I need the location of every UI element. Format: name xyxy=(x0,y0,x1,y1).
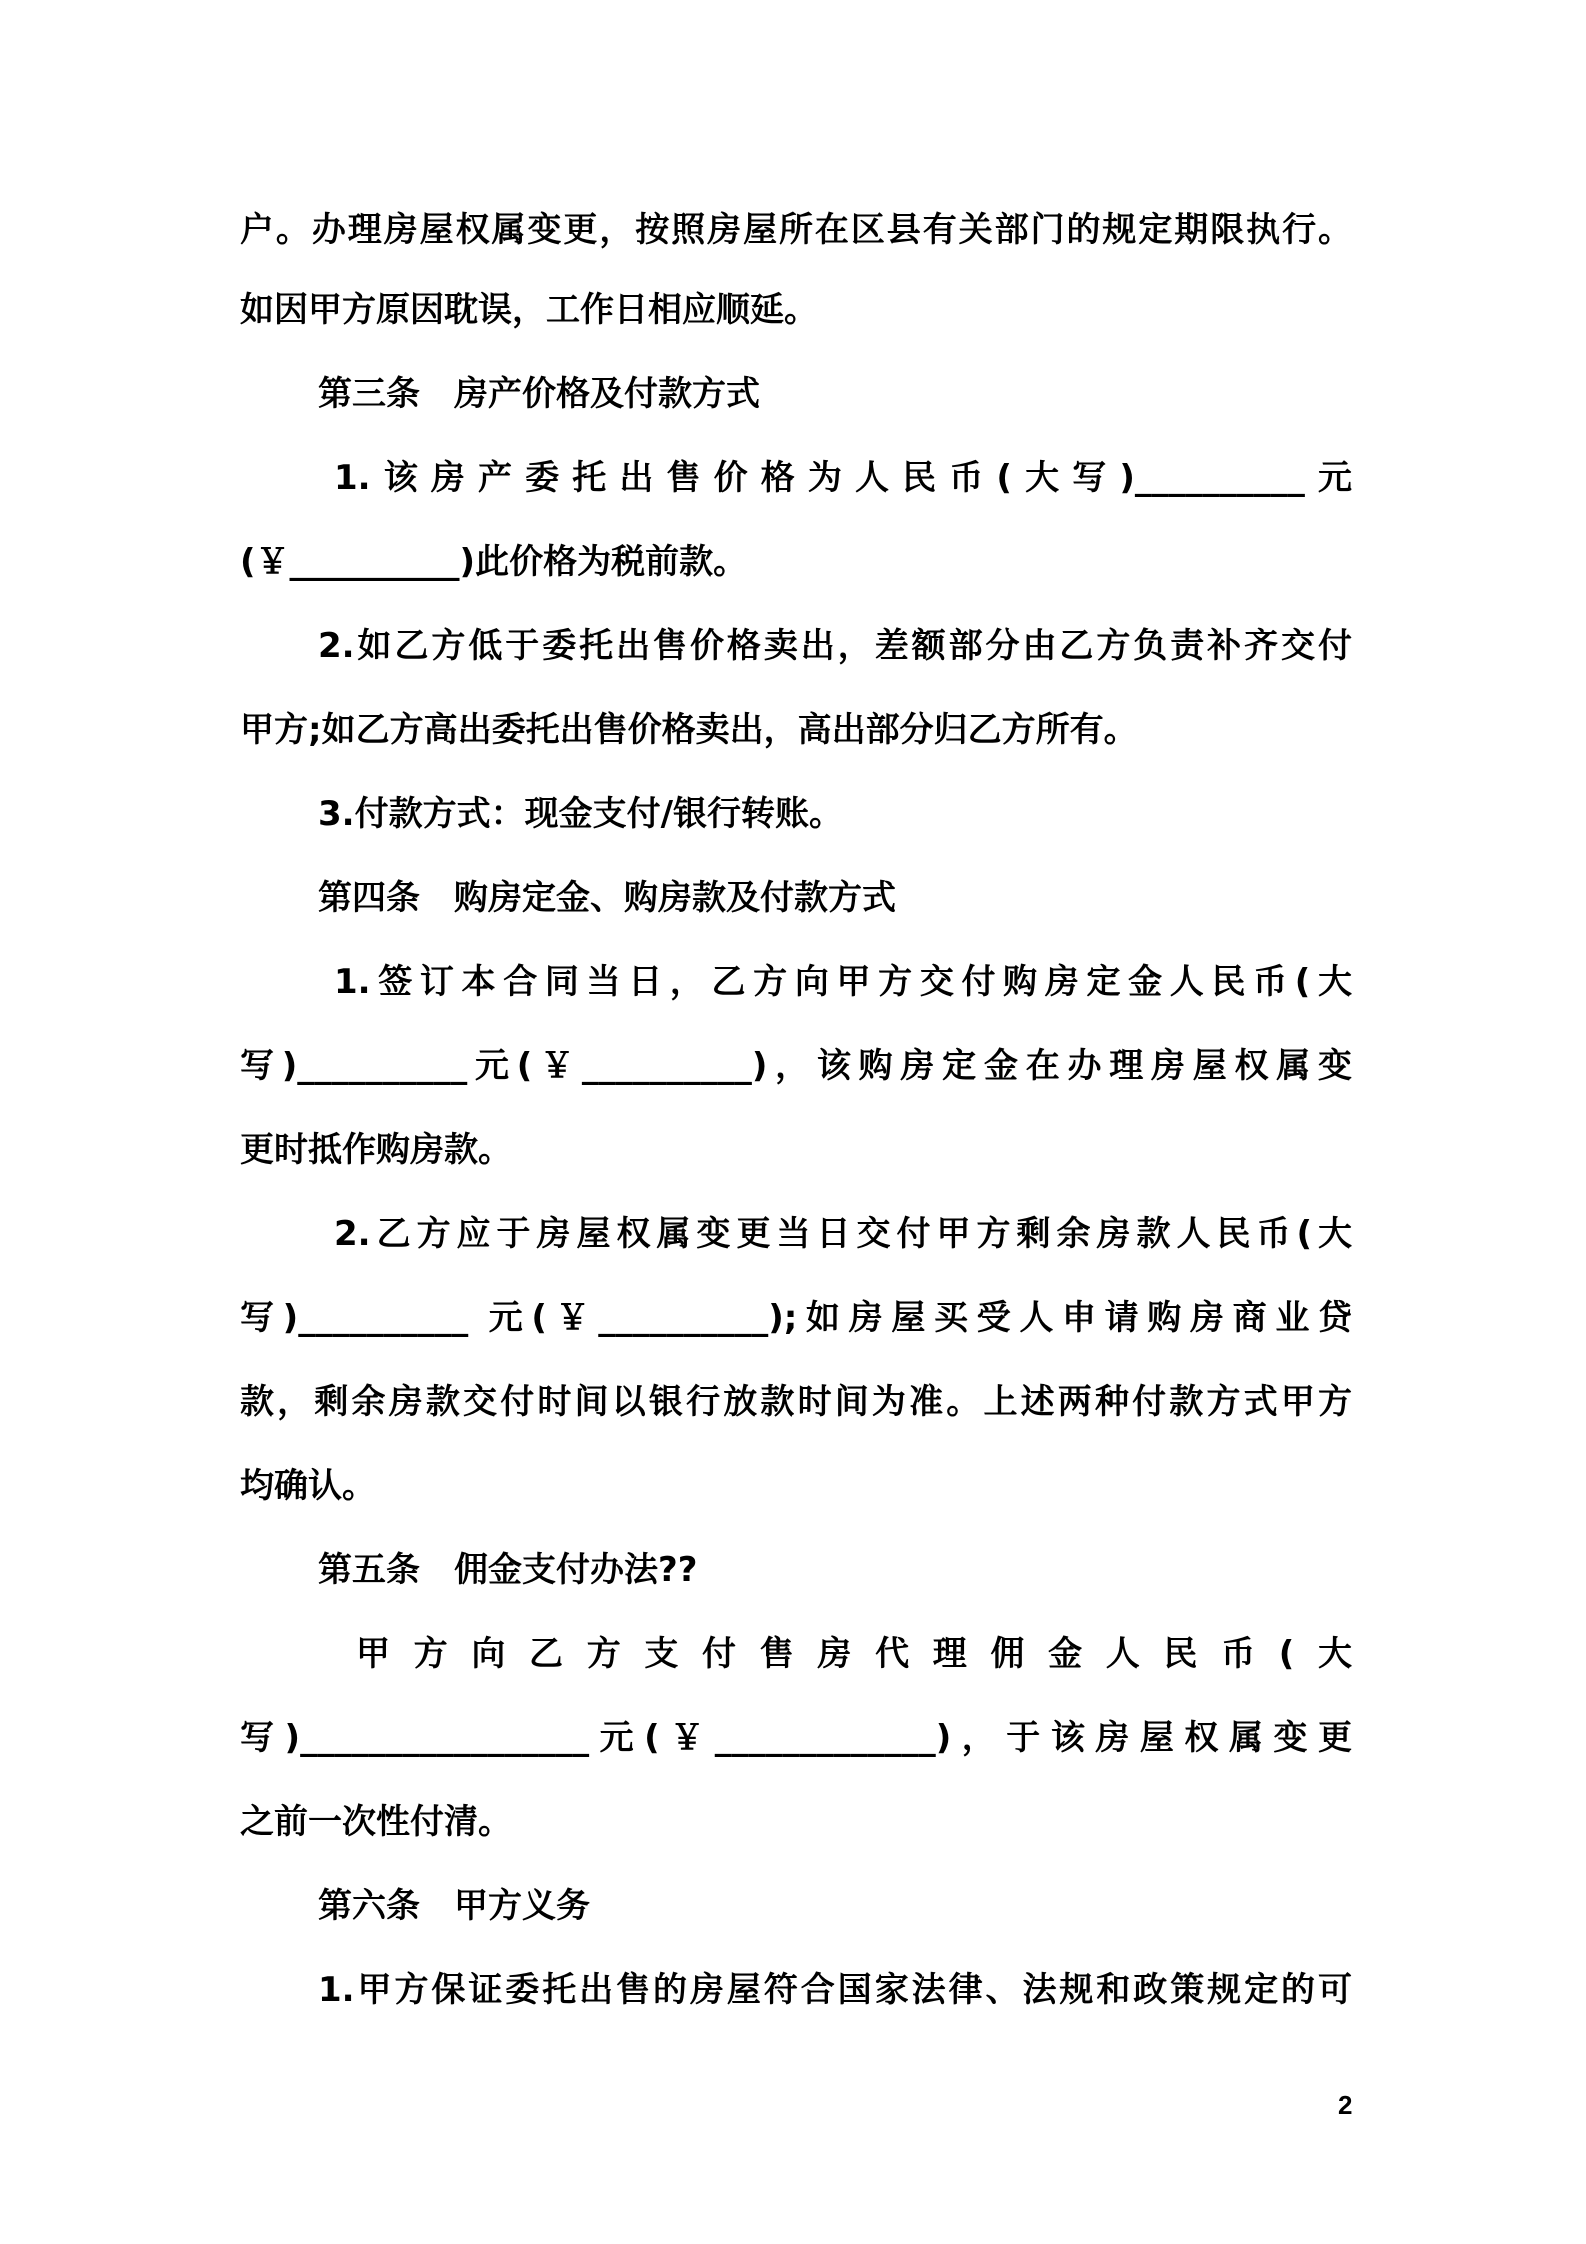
page-number: 2 xyxy=(1338,2090,1353,2120)
text-line-11: 写)__________元(￥__________)，该购房定金在办理房屋权属变 xyxy=(240,1046,1352,1086)
text-line-1: 户。办理房屋权属变更，按照房屋所在区县有关部门的规定期限执行。 xyxy=(240,210,1352,250)
text-line-16: 均确认。 xyxy=(240,1466,376,1506)
section-heading-article-4: 第四条 购房定金、购房款及付款方式 xyxy=(318,878,896,918)
text-line-18: 甲方向乙方支付售房代理佣金人民币(大 xyxy=(356,1634,1352,1674)
text-line-7: 甲方;如乙方高出委托出售价格卖出，高出部分归乙方所有。 xyxy=(240,710,1138,750)
text-line-4: 1.该房产委托出售价格为人民币(大写)__________元 xyxy=(334,458,1352,498)
text-line-19: 写)_________________元(￥_____________)，于该房屋权属变更 xyxy=(240,1718,1352,1758)
text-line-13: 2.乙方应于房屋权属变更当日交付甲方剩余房款人民币(大 xyxy=(334,1214,1352,1254)
text-line-2: 如因甲方原因耽误，工作日相应顺延。 xyxy=(240,290,818,330)
text-line-10: 1.签订本合同当日，乙方向甲方交付购房定金人民币(大 xyxy=(334,962,1352,1002)
text-line-12: 更时抵作购房款。 xyxy=(240,1130,512,1170)
text-line-20: 之前一次性付清。 xyxy=(240,1802,512,1842)
text-line-6: 2.如乙方低于委托出售价格卖出，差额部分由乙方负责补齐交付 xyxy=(318,626,1352,666)
section-heading-article-6: 第六条 甲方义务 xyxy=(318,1886,590,1926)
text-line-22: 1.甲方保证委托出售的房屋符合国家法律、法规和政策规定的可 xyxy=(318,1970,1352,2010)
section-heading-article-5: 第五条 佣金支付办法?? xyxy=(318,1550,698,1590)
text-line-15: 款，剩余房款交付时间以银行放款时间为准。上述两种付款方式甲方 xyxy=(240,1382,1352,1422)
text-line-5: (￥__________)此价格为税前款。 xyxy=(240,542,748,582)
text-line-14: 写)__________ 元(￥__________);如房屋买受人申请购房商业贷 xyxy=(240,1298,1352,1338)
text-line-8: 3.付款方式：现金支付/银行转账。 xyxy=(318,794,843,834)
section-heading-article-3: 第三条 房产价格及付款方式 xyxy=(318,374,760,414)
